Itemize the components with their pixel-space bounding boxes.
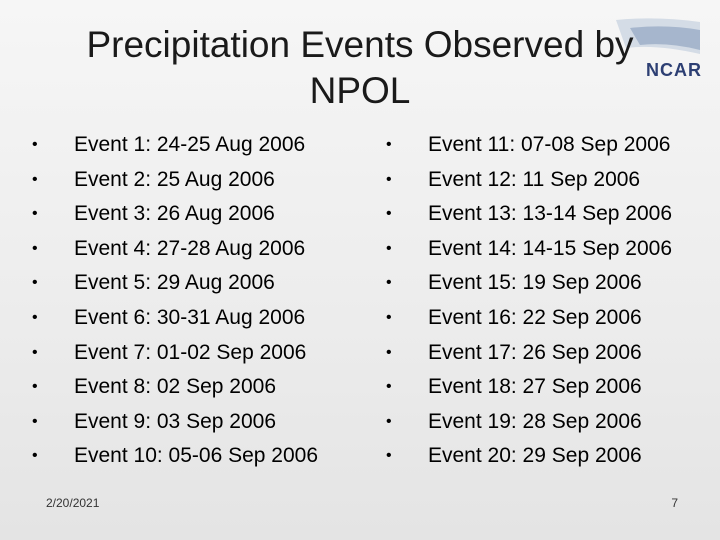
footer-date: 2/20/2021 xyxy=(46,496,100,510)
bullet-icon: • xyxy=(32,136,38,153)
list-item xyxy=(384,405,714,440)
event-label: Event 2: 25 Aug 2006 xyxy=(74,167,275,191)
event-label: Event 4: 27-28 Aug 2006 xyxy=(74,236,306,260)
event-label: Event 16: 22 Sep 2006 xyxy=(428,305,642,329)
list-item xyxy=(384,163,714,198)
bullet-icon: • xyxy=(32,170,38,188)
list-item xyxy=(384,266,714,301)
bullet-icon: • xyxy=(32,447,38,465)
event-label: Event 9: 03 Sep 2006 xyxy=(74,409,276,433)
list-item xyxy=(30,163,370,198)
list-item xyxy=(30,439,370,474)
bullet-icon: • xyxy=(386,412,392,430)
bullet-icon: • xyxy=(386,136,392,153)
event-label: Event 12: 11 Sep 2006 xyxy=(428,167,641,191)
bullet-icon: • xyxy=(386,447,392,465)
list-item xyxy=(30,301,370,336)
event-label: Event 14: 14-15 Sep 2006 xyxy=(428,236,673,260)
bullet-icon: • xyxy=(32,239,38,257)
bullet-icon: • xyxy=(386,205,392,223)
bullet-icon: • xyxy=(386,170,392,188)
bullet-icon: • xyxy=(386,308,392,326)
slide-title: Precipitation Events Observed by NPOL xyxy=(86,24,634,111)
bullet-icon: • xyxy=(386,343,392,361)
event-label: Event 18: 27 Sep 2006 xyxy=(428,375,642,399)
event-label: Event 8: 02 Sep 2006 xyxy=(74,375,276,399)
list-item xyxy=(384,232,714,267)
list-item xyxy=(30,405,370,440)
event-label: Event 13: 13-14 Sep 2006 xyxy=(428,202,673,226)
bullet-icon: • xyxy=(386,274,392,292)
list-item xyxy=(30,128,370,163)
event-label: Event 10: 05-06 Sep 2006 xyxy=(74,444,319,468)
list-item xyxy=(384,336,714,371)
bullet-icon: • xyxy=(32,205,38,223)
event-label: Event 11: 07-08 Sep 2006 xyxy=(428,133,671,156)
list-item xyxy=(384,301,714,336)
bullet-icon: • xyxy=(386,239,392,257)
list-item xyxy=(30,232,370,267)
event-label: Event 19: 28 Sep 2006 xyxy=(428,409,642,433)
event-label: Event 5: 29 Aug 2006 xyxy=(74,271,275,295)
bullet-icon: • xyxy=(32,343,38,361)
bullet-icon: • xyxy=(32,378,38,396)
event-label: Event 20: 29 Sep 2006 xyxy=(428,444,642,468)
event-label: Event 3: 26 Aug 2006 xyxy=(74,202,275,226)
event-label: Event 15: 19 Sep 2006 xyxy=(428,271,642,295)
bullet-icon: • xyxy=(386,378,392,396)
list-item xyxy=(30,370,370,405)
list-item xyxy=(384,128,714,163)
bullet-icon: • xyxy=(32,308,38,326)
list-item xyxy=(384,197,714,232)
event-label: Event 7: 01-02 Sep 2006 xyxy=(74,340,307,364)
list-item xyxy=(384,370,714,405)
page-number: 7 xyxy=(671,496,678,510)
event-label: Event 1: 24-25 Aug 2006 xyxy=(74,133,306,156)
events-list-right xyxy=(384,128,714,474)
list-item xyxy=(30,197,370,232)
list-item xyxy=(30,336,370,371)
event-label: Event 6: 30-31 Aug 2006 xyxy=(74,305,306,329)
event-label: Event 17: 26 Sep 2006 xyxy=(428,340,642,364)
ncar-logo-text: NCAR xyxy=(646,60,702,80)
list-item xyxy=(30,266,370,301)
list-item xyxy=(384,439,714,474)
bullet-icon: • xyxy=(32,412,38,430)
bullet-icon: • xyxy=(32,274,38,292)
events-list-left xyxy=(30,128,370,474)
